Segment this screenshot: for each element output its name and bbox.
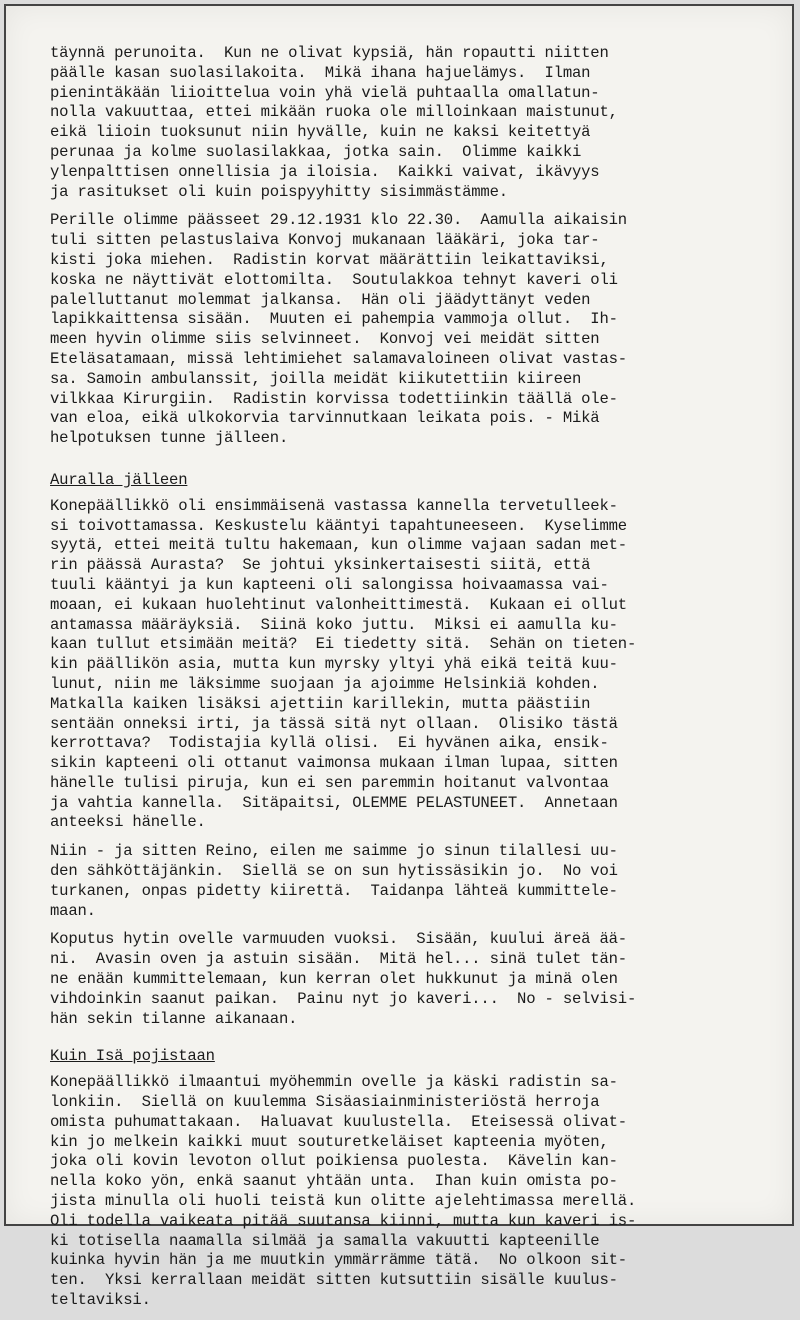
document-body [50,44,752,1320]
paragraph-arrival: Perille olimme päässeet 29.12.1931 klo 22.30. Aamulla aikaisin tuli sitten pelastuslaiva Konvoj mukanaan lääkäri, joka tar- kisti joka miehen. Radistin korvat määrättiin leikattaviksi, koska ne näyttivät elottomilta. Soutulakkoa tehnyt kaveri oli palelluttanut molemmat jalkansa. Hän oli jäädyttänyt veden lapikkaittensa sisään. Muuten ei pahempia vammoja ollut. Ih- meen hyvin olimme siis selvinneet. Konvoj vei meidät sitten Eteläsatamaan, missä lehtimiehet salamavaloineen olivat vastas- sa. Samoin ambulanssit, joilla meidät kiikutettiin kiireen vilkkaa Kirurgiin. Radistin korvissa todettiinkin täällä ole- van eloa, eikä ulkokorvia tarvinnutkaan leikata pois. - Mikä helpotuksen tunne jälleen. [50,211,627,448]
document-page [4,4,794,1310]
paragraph-interrogation: Konepäällikkö ilmaantui myöhemmin ovelle ja käski radistin sa- lonkiin. Siellä on kuulemma Sisäasiainministeriöstä herroja omista puhumattakaan. Haluavat kuulustella. Eteisessä olivat- kin jo melkein kaikki muut souturetkeläiset kapteenia myöten, joka oli kovin levoton ollut poikiensa puolesta. Kävelin kan- nella koko yön, enkä saanut yhtään unta. Ihan kuin omista po- jista minulla oli huoli teistä kun olitte ajelehtimassa merellä. Oli todella vaikeata pitää suutansa kiinni, mutta kun kaveri is- ki totisella naamalla silmää ja samalla vakuutti kapteenille kuinka hyvin hän ja me muutkin ymmärrämme tätä. No olkoon sit- ten. Yksi kerrallaan meidät sitten kutsuttiin sisälle kuulus- teltaviksi. [50,1073,637,1310]
paragraph-potato-meal: täynnä perunoita. Kun ne olivat kypsiä, hän ropautti niitten päälle kasan suolasilakoita. Mikä ihana hajuelämys. Ilman pienintäkään liioittelua voin yhä vielä puhtaalla omallatun- nolla vakuuttaa, ettei mikään ruoka ole milloinkaan maistunut, eikä liioin tuoksunut niin hyvälle, kuin ne kaksi keitettyä perunaa ja kolme suolasilakkaa, jotka sain. Olimme kaikki ylenpalttisen onnellisia ja iloisia. Kaikki vaivat, ikävyys ja rasitukset oli kuin poispyyhitty sisimmästämme. [50,44,618,201]
paragraph-knocking: Koputus hytin ovelle varmuuden vuoksi. Sisään, kuului äreä ää- ni. Avasin oven ja astuin sisään. Mitä hel... sinä tulet tän- ne enään kummittelemaan, kun kerran olet hukkunut ja minä olen vihdoinkin saanut paikan. Painu nyt jo kaveri... No - selvisi- hän sekin tilanne aikanaan. [50,930,637,1028]
paragraph-new-telegraphist: Niin - ja sitten Reino, eilen me saimme jo sinun tilallesi uu- den sähköttäjänkin. Siellä se on sun hytissäsikin jo. No voi turkanen, onpas pidetty kiirettä. Taidanpa lähteä kummittele- maan. [50,842,618,920]
section-heading-auralla-jalleen: Auralla jälleen [50,470,188,489]
paragraph-chief-engineer: Konepäällikkö oli ensimmäisenä vastassa kannella tervetulleek- si toivottamassa. Keskustelu kääntyi tapahtuneeseen. Kyselimme syytä, ettei meitä tultu hakemaan, kun olimme vajaan sadan met- rin päässä Aurasta? Se johtui yksinkertaisesti siitä, että tuuli kääntyi ja kun kapteeni oli salongissa hoivaamassa vai- moaan, ei kukaan huolehtinut valonheittimestä. Kukaan ei ollut antamassa määräyksiä. Siinä koko juttu. Miksi ei aamulla ku- kaan tullut etsimään meitä? Ei tiedetty sitä. Sehän on tieten- kin päällikön asia, mutta kun myrsky yltyi yhä eikä teitä kuu- lunut, niin me läksimme suojaan ja ajoimme Helsinkiä kohden. Matkalla kaiken lisäksi ajettiin karillekin, mutta päästiin sentään onneksi irti, ja tässä sitä nyt ollaan. Olisiko tästä kerrottava? Todistajia kyllä olisi. Ei hyvänen aika, ensik- sikin kapteeni oli ottanut vaimonsa mukaan ilman lupaa, sitten hänelle tulisi piruja, kun ei sen paremmin hoitanut valvontaa ja vahtia kannella. Sitäpaitsi, OLEMME PELASTUNEET. Annetaan anteeksi hänelle. [50,496,637,832]
section-heading-kuin-isa-pojistaan: Kuin Isä pojistaan [50,1047,215,1066]
